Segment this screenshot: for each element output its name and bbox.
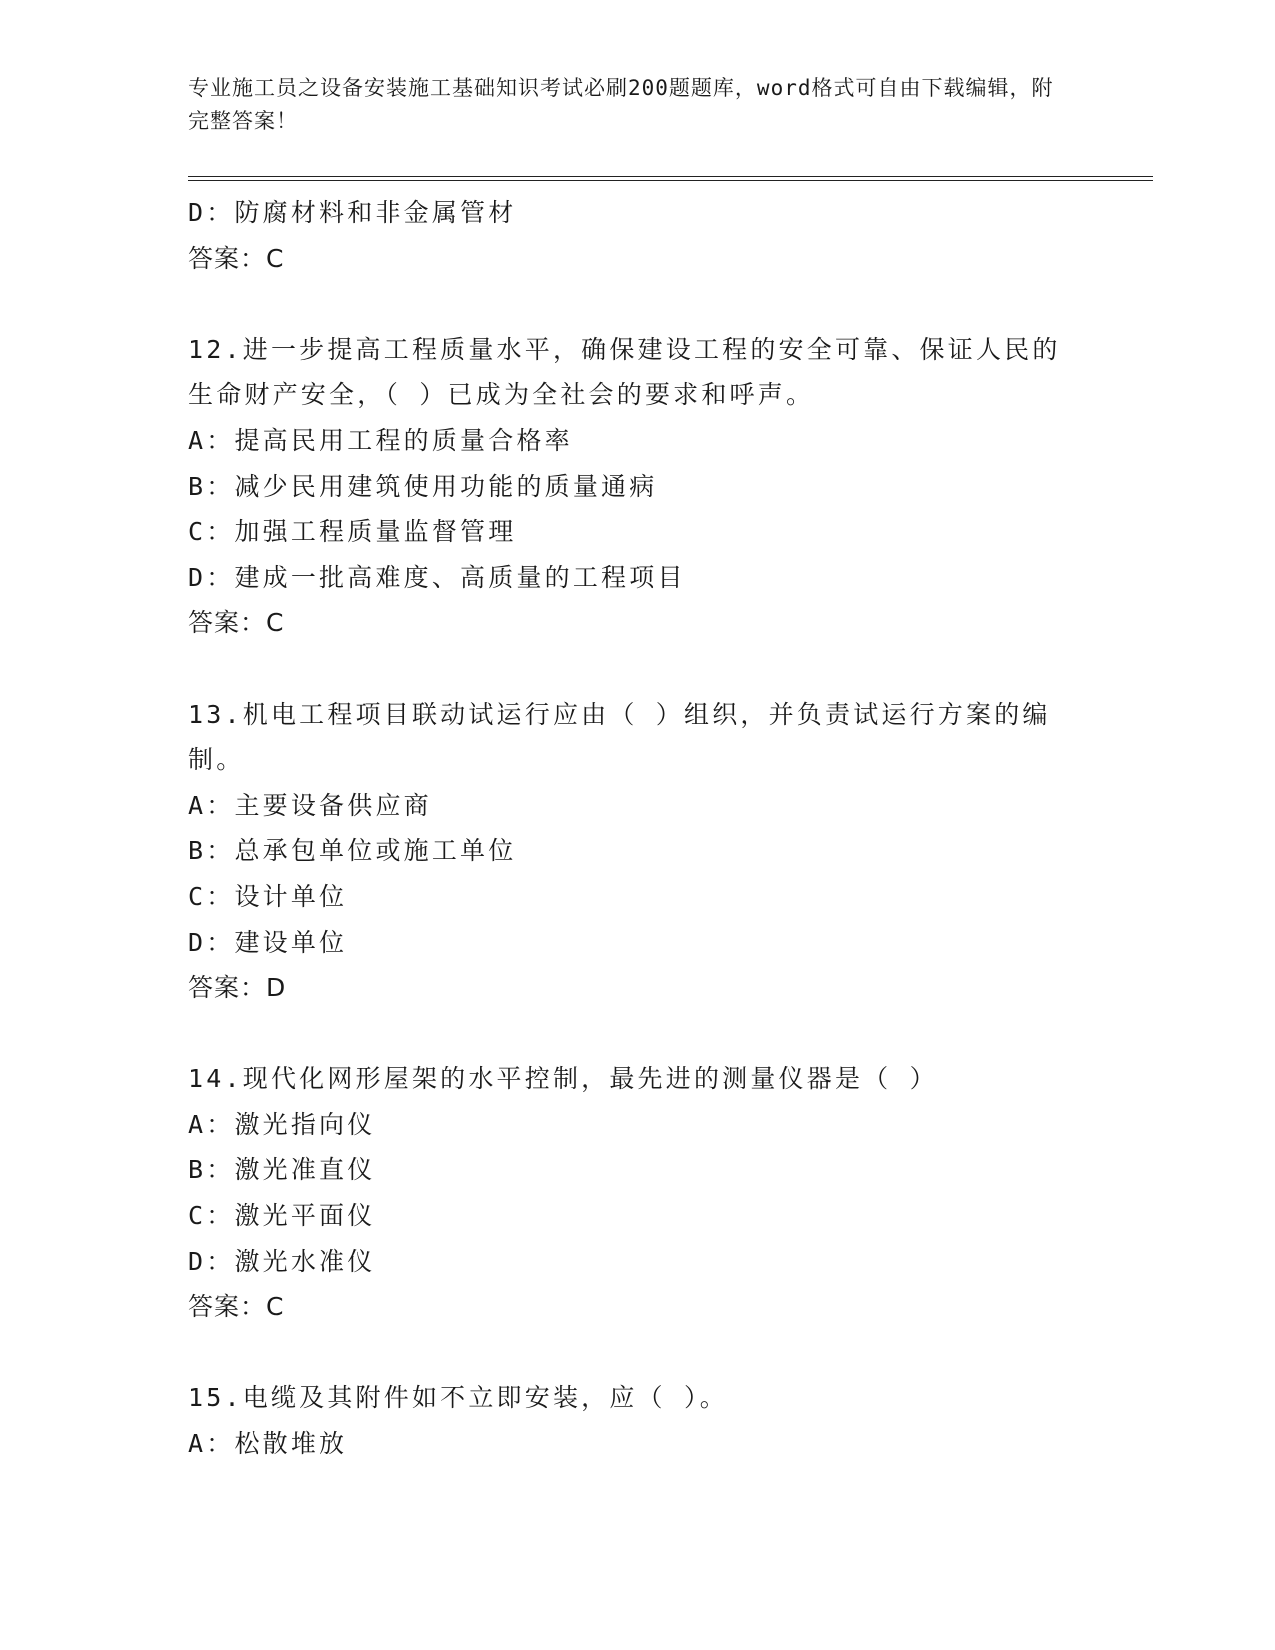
- header-divider: [188, 176, 1153, 181]
- question-list: [188, 190, 1153, 1467]
- question-12: [188, 327, 1153, 646]
- question-stem: 13.机电工程项目联动试运行应由（ ）组织，并负责试运行方案的编制。: [188, 699, 1051, 775]
- option-a: A：主要设备供应商: [188, 790, 432, 820]
- question-14: [188, 1056, 1153, 1330]
- question-13: [188, 692, 1153, 1011]
- option-a: A：激光指向仪: [188, 1109, 376, 1139]
- option-b: B：激光准直仪: [188, 1155, 376, 1185]
- document-header: 专业施工员之设备安装施工基础知识考试必刷200题题库，word格式可自由下载编辑，附完整答案！: [188, 76, 1054, 133]
- option-c: C：加强工程质量监督管理: [188, 517, 517, 547]
- question-stem: 14.现代化网形屋架的水平控制，最先进的测量仪器是（ ）: [188, 1064, 938, 1094]
- answer: 答案：D: [188, 973, 287, 1003]
- option-b: B：减少民用建筑使用功能的质量通病: [188, 471, 658, 501]
- answer: 答案：C: [188, 243, 285, 273]
- option-d: D：建设单位: [188, 927, 348, 957]
- answer: 答案：C: [188, 1292, 285, 1322]
- option-a: A：提高民用工程的质量合格率: [188, 425, 573, 455]
- option-c: C：设计单位: [188, 881, 348, 911]
- question-15: [188, 1375, 1153, 1466]
- option-d: D：建成一批高难度、高质量的工程项目: [188, 562, 686, 592]
- answer: 答案：C: [188, 608, 285, 638]
- option-d: D：激光水准仪: [188, 1246, 376, 1276]
- option-a: A：松散堆放: [188, 1429, 348, 1459]
- option-c: C：激光平面仪: [188, 1201, 376, 1231]
- option-b: B：总承包单位或施工单位: [188, 836, 517, 866]
- option-d: D：防腐材料和非金属管材: [188, 198, 517, 227]
- question-stem: 12.进一步提高工程质量水平，确保建设工程的安全可靠、保证人民的生命财产安全，（ ）已成为全社会的要求和呼声。: [188, 334, 1061, 410]
- question-stem: 15.电缆及其附件如不立即安装，应（ ）。: [188, 1383, 728, 1413]
